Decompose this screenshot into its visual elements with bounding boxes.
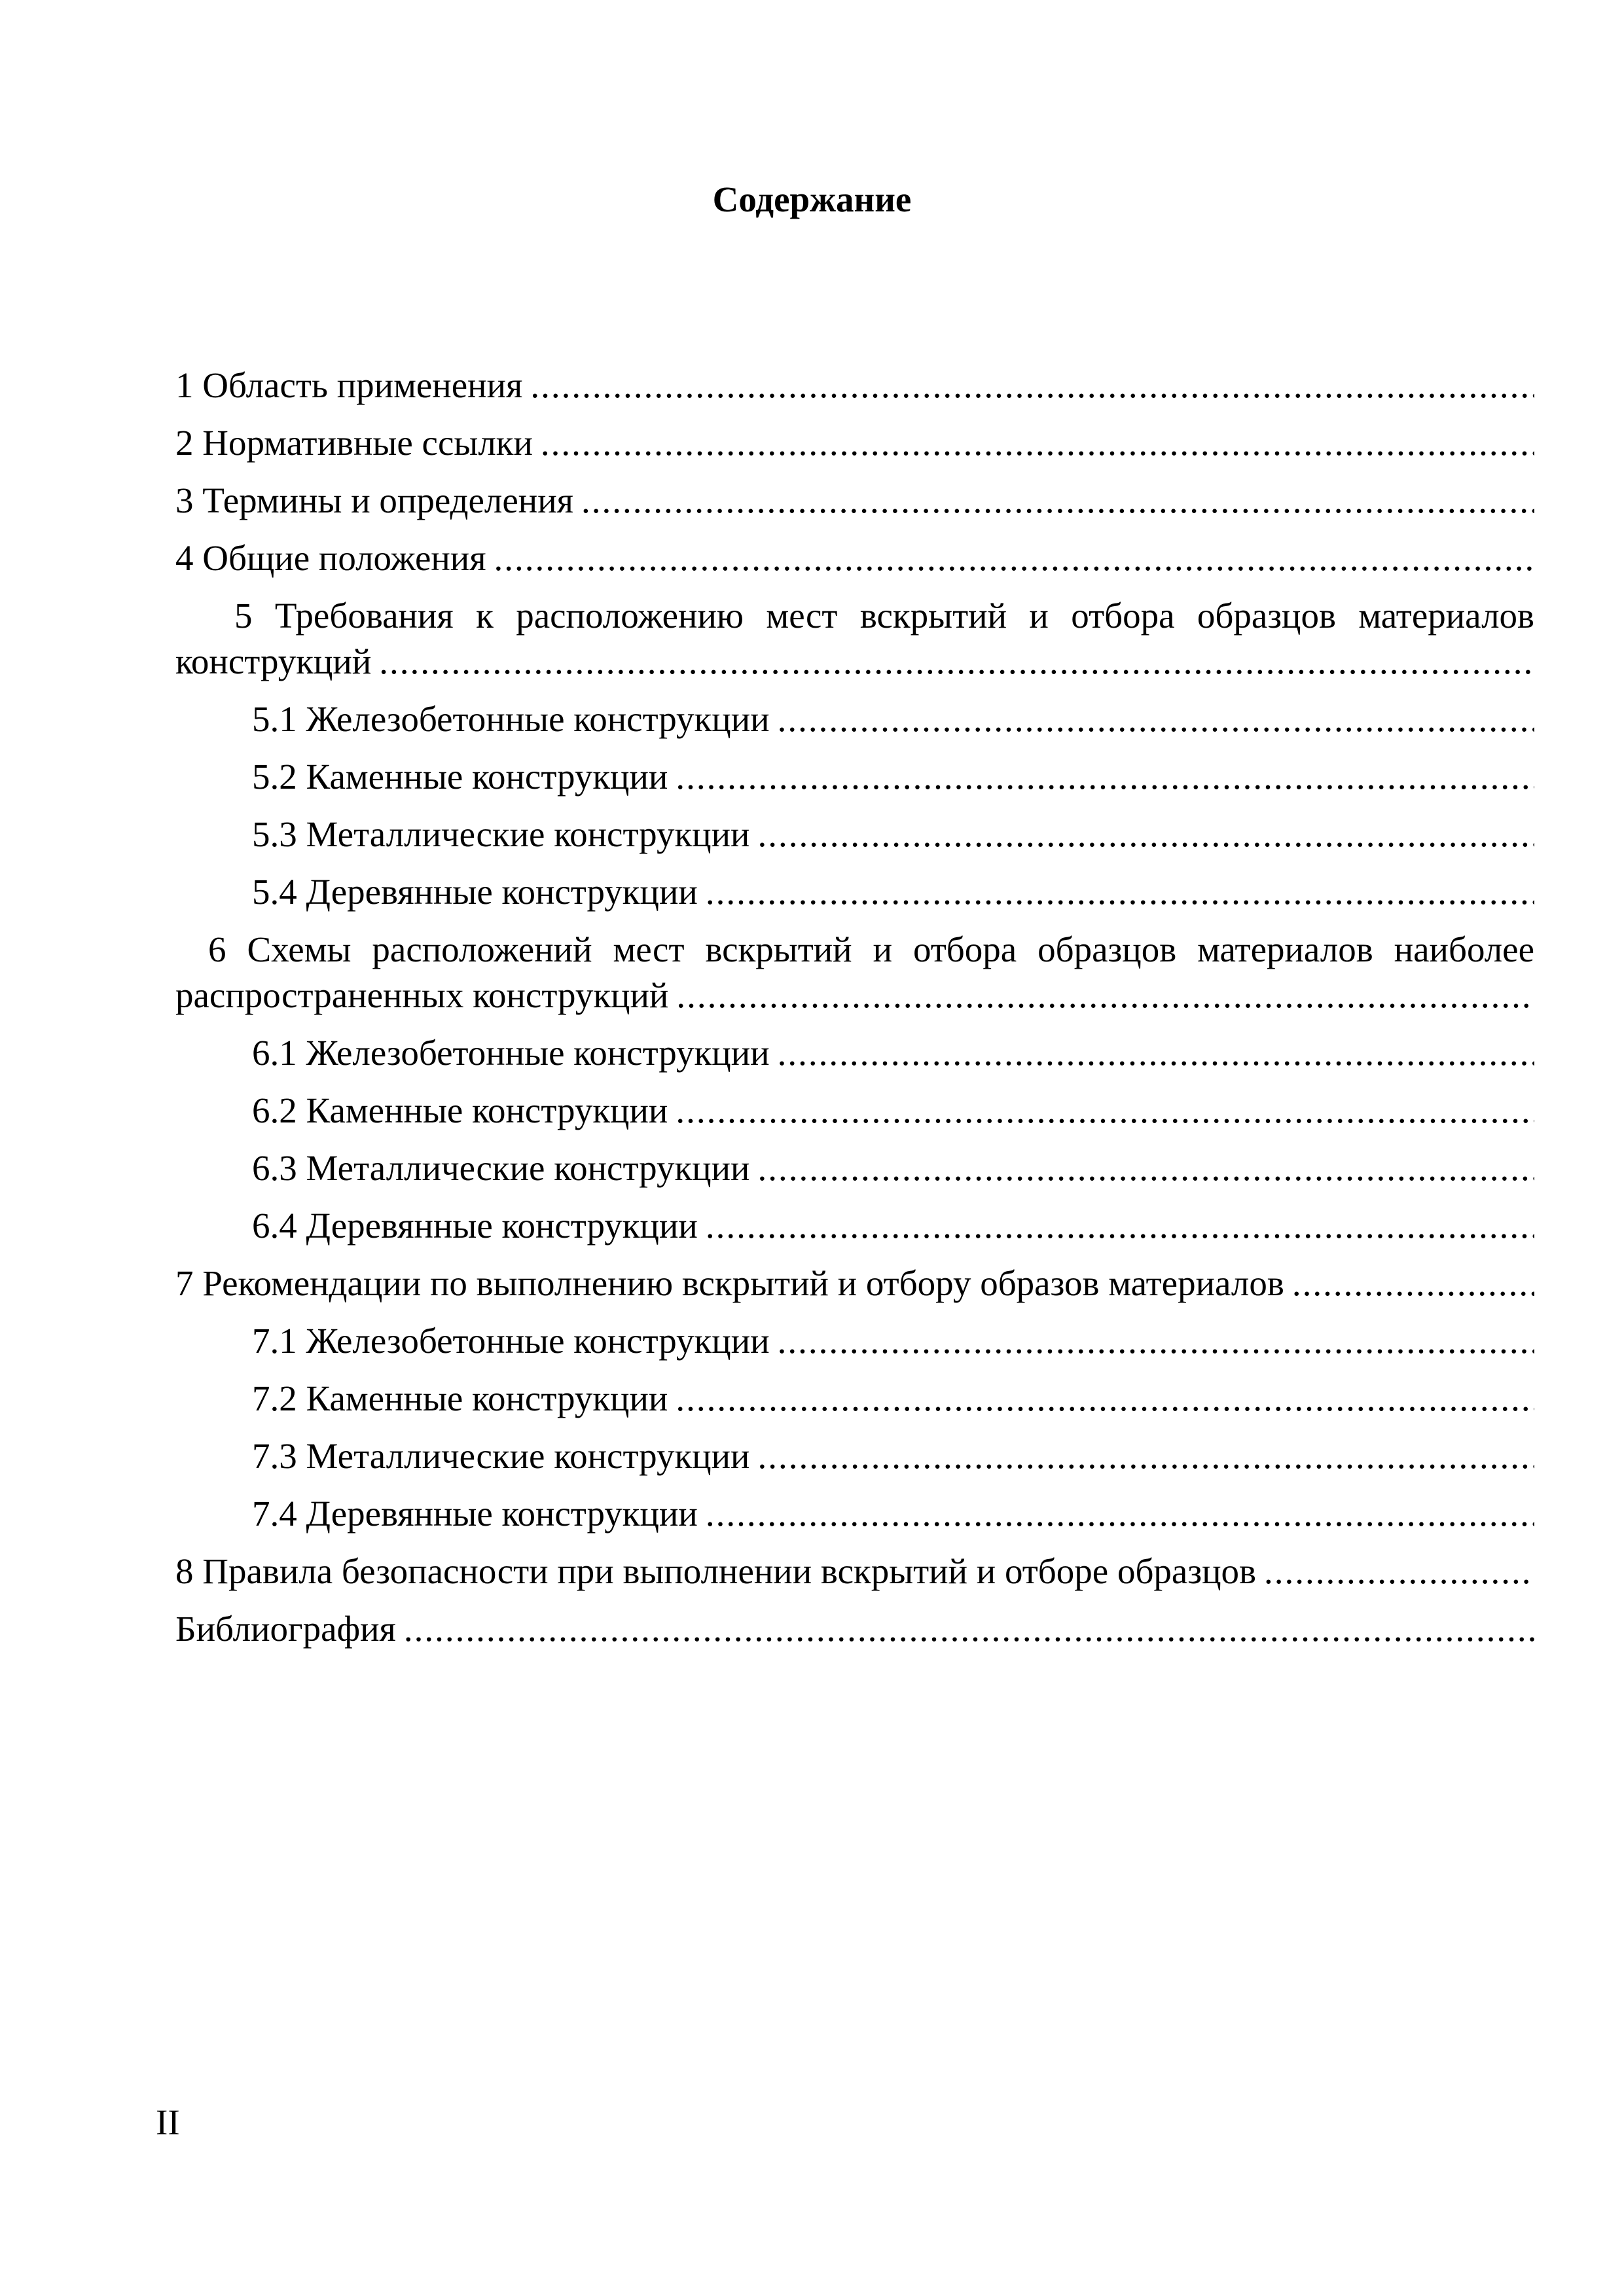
leader-dots	[530, 357, 1534, 414]
leader-dots	[706, 1485, 1534, 1543]
toc-entry-5[interactable]	[175, 587, 1534, 691]
toc-entry-label: 3 Термины и определения	[175, 480, 573, 520]
toc-entry-label: 5.4 Деревянные конструкции	[252, 872, 698, 912]
toc-entry-6-2[interactable]	[175, 1082, 1534, 1139]
toc-entry-label-line2: распространенных конструкций	[175, 975, 669, 1015]
toc-entry-label: 6.2 Каменные конструкции	[252, 1090, 668, 1130]
toc-entry-label: 6.4 Деревянные конструкции	[252, 1206, 698, 1246]
toc-entry-label: 8 Правила безопасности при выполнении вскрытий и отборе образцов	[175, 1551, 1256, 1591]
toc-entry-2[interactable]	[175, 414, 1534, 472]
toc-entry-label: 1 Область применения	[175, 365, 523, 405]
toc-entry-5-2[interactable]	[175, 748, 1534, 806]
leader-dots	[778, 1024, 1534, 1082]
toc-entry-label: Библиография	[175, 1609, 396, 1649]
toc-entry-label: 7.4 Деревянные конструкции	[252, 1494, 698, 1534]
leader-dots	[676, 748, 1534, 806]
toc-entry-label: 5.3 Металлические конструкции	[252, 814, 750, 854]
page-number: II	[156, 2102, 180, 2142]
toc-entry-label: 4 Общие положения	[175, 538, 486, 578]
toc-entry-label-line1: 5 Требования к расположению мест вскрытий и отбора образцов материалов	[234, 596, 1534, 636]
toc-entry-7-2[interactable]	[175, 1370, 1534, 1427]
leader-dots	[676, 1370, 1534, 1427]
toc-entry-6-4[interactable]	[175, 1197, 1534, 1255]
toc-entry-label: 7.3 Металлические конструкции	[252, 1436, 750, 1476]
leader-dots	[379, 639, 1534, 685]
toc-entry-label: 6.1 Железобетонные конструкции	[252, 1033, 770, 1073]
toc-entry-label: 5.1 Железобетонные конструкции	[252, 699, 770, 739]
leader-dots	[404, 1600, 1534, 1658]
leader-dots	[757, 1427, 1534, 1485]
toc-entry-label: 7 Рекомендации по выполнению вскрытий и отбору образов материалов	[175, 1263, 1284, 1303]
toc-entry-5-1[interactable]	[175, 691, 1534, 748]
toc-entry-8[interactable]	[175, 1543, 1534, 1600]
leader-dots	[494, 529, 1534, 587]
toc-entry-5-3[interactable]	[175, 806, 1534, 863]
toc-entry-7-3[interactable]	[175, 1427, 1534, 1485]
toc-entry-5-4[interactable]	[175, 863, 1534, 921]
toc-entry-label: 5.2 Каменные конструкции	[252, 757, 668, 797]
toc-entry-6-1[interactable]	[175, 1024, 1534, 1082]
toc-entry-3[interactable]	[175, 472, 1534, 529]
toc-entry-label: 6.3 Металлические конструкции	[252, 1148, 750, 1188]
leader-dots	[1292, 1255, 1534, 1312]
toc-entry-7-1[interactable]	[175, 1312, 1534, 1370]
toc-entry-label-line2: конструкций	[175, 641, 372, 681]
toc-entry-4[interactable]	[175, 529, 1534, 587]
leader-dots	[778, 691, 1534, 748]
toc-entry-label: 2 Нормативные ссылки	[175, 423, 533, 463]
toc-entry-bibliography[interactable]	[175, 1600, 1534, 1658]
toc-entry-6-3[interactable]	[175, 1139, 1534, 1197]
leader-dots	[757, 806, 1534, 863]
toc-entry-7[interactable]	[175, 1255, 1534, 1312]
leader-dots	[676, 1082, 1534, 1139]
toc-entry-6[interactable]	[175, 921, 1534, 1024]
leader-dots	[581, 472, 1534, 529]
leader-dots	[1264, 1543, 1534, 1600]
toc-entry-1[interactable]	[175, 357, 1534, 414]
page-title: Содержание	[712, 179, 912, 219]
leader-dots	[778, 1312, 1534, 1370]
toc-entry-label: 7.2 Каменные конструкции	[252, 1378, 668, 1418]
leader-dots	[676, 973, 1534, 1018]
leader-dots	[706, 1197, 1534, 1255]
table-of-contents	[175, 357, 1534, 1658]
toc-entry-7-4[interactable]	[175, 1485, 1534, 1543]
toc-entry-label: 7.1 Железобетонные конструкции	[252, 1321, 770, 1361]
leader-dots	[706, 863, 1534, 921]
toc-entry-label-line1: 6 Схемы расположений мест вскрытий и отбора образцов материалов наиболее	[208, 929, 1534, 969]
leader-dots	[541, 414, 1534, 472]
leader-dots	[757, 1139, 1534, 1197]
